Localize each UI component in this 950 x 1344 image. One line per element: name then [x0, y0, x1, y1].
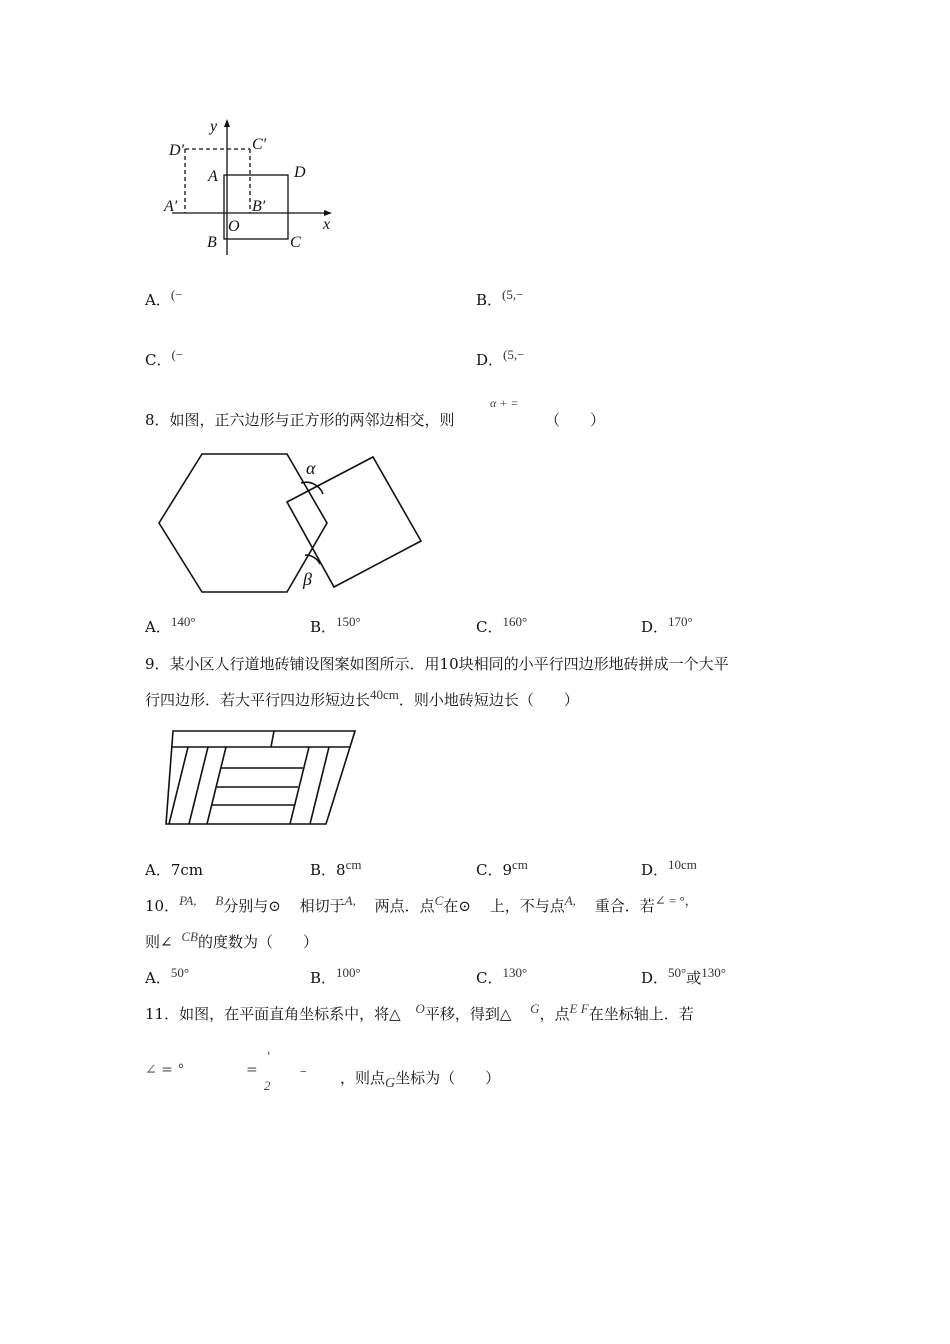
label-y: y: [210, 118, 218, 135]
q11-angle: ∠ = °: [145, 1062, 185, 1078]
hexagon: [159, 454, 327, 592]
y-axis-arrow: [224, 119, 230, 127]
q11-fraction-bottom: 2: [264, 1078, 271, 1093]
label-o: O: [228, 218, 240, 235]
q8-expression: α + =: [490, 396, 519, 410]
q10-stem-line1: 10．PA, B分别与⊙ 相切于A, 两点．点C在⊙ 上，不与点A, 重合．若∠ = °，: [145, 893, 698, 915]
large-parallelogram: [166, 731, 355, 824]
q10-option-d[interactable]: D．50°或130°: [641, 965, 726, 987]
q7-coordinate-figure: [160, 115, 350, 260]
q8-option-c[interactable]: C．160°: [476, 614, 528, 636]
label-b: B: [207, 234, 217, 251]
q9-stem-line1: 9．某小区人行道地砖铺设图案如图所示．用10块相同的小平行四边形地砖拼成一个大平: [145, 655, 729, 673]
label-d-prime: D′: [169, 142, 185, 159]
q11-equals: =: [246, 1062, 258, 1078]
q9-option-b[interactable]: B．8cm: [310, 857, 362, 879]
q11-stem-line1: 11．如图，在平面直角坐标系中，将△ O平移，得到△ G，点E F在坐标轴上．若: [145, 1001, 694, 1023]
q7-option-b[interactable]: B．(5,−: [476, 287, 524, 309]
q8-option-a[interactable]: A．140°: [145, 614, 196, 636]
label-d: D: [294, 164, 306, 181]
top-band-divider: [271, 731, 274, 747]
q7-option-c[interactable]: C．(−: [145, 347, 184, 369]
q11-fraction-top: ': [267, 1050, 271, 1065]
q8-answer-paren: （ ）: [545, 411, 606, 429]
label-x: x: [323, 216, 331, 233]
q7-option-d[interactable]: D．(5,−: [476, 347, 525, 369]
q8-hexagon-square-figure: [155, 450, 430, 600]
q9-option-a[interactable]: A．7cm: [145, 861, 204, 879]
q11-stem-line2: ，则点G坐标为（ ）: [340, 1069, 501, 1091]
q10-stem-line2: 则∠ CB的度数为（ ）: [145, 929, 318, 951]
label-b-prime: B′: [252, 198, 266, 215]
label-a: A: [208, 168, 218, 185]
q11-dash: –: [300, 1064, 307, 1079]
q8-option-d[interactable]: D．170°: [641, 614, 693, 636]
q9-tile-figure: [163, 728, 358, 828]
q10-option-b[interactable]: B．100°: [310, 965, 361, 987]
q7-option-a[interactable]: A．(−: [145, 287, 183, 309]
label-c-prime: C′: [252, 136, 267, 153]
label-c: C: [290, 234, 301, 251]
q9-option-c[interactable]: C．9cm: [476, 857, 528, 879]
q8-stem: 8．如图，正六边形与正方形的两邻边相交，则: [145, 411, 455, 429]
q9-stem-line2: 行四边形．若大平行四边形短边长40cm．则小地砖短边长（ ）: [145, 687, 579, 709]
beta-label: β: [303, 569, 312, 589]
label-a-prime: A′: [164, 198, 178, 215]
q9-option-d[interactable]: D．10cm: [641, 857, 697, 879]
q8-option-b[interactable]: B．150°: [310, 614, 361, 636]
q10-option-c[interactable]: C．130°: [476, 965, 528, 987]
alpha-label: α: [306, 458, 316, 478]
q10-option-a[interactable]: A．50°: [145, 965, 190, 987]
